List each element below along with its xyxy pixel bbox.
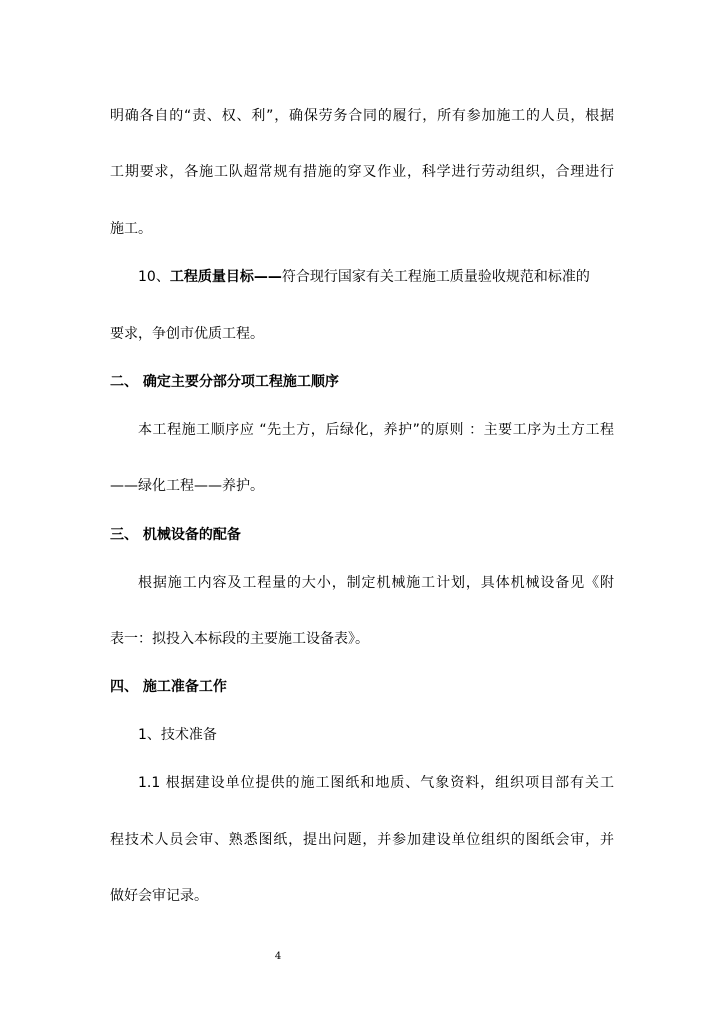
quality-goal-text: 符合现行国家有关工程施工质量验收规范和标准的 [281, 269, 590, 285]
paragraph-line: 要求，争创市优质工程。 [110, 326, 264, 342]
quality-goal-number: 10、 [138, 269, 170, 285]
paragraph-line: ——绿化工程——养护。 [110, 478, 264, 494]
paragraph-line: 1.1 根据建设单位提供的施工图纸和地质、气象资料，组织项目部有关工 [138, 775, 614, 791]
paragraph-line: 本工程施工顺序应 “先土方，后绿化，养护”的原则 ：主要工序为土方工程 [138, 422, 614, 438]
subsection-heading: 1、技术准备 [138, 727, 217, 743]
paragraph-line: 工期要求，各施工队超常规有措施的穿叉作业，科学进行劳动组织，合理进行 [110, 164, 614, 180]
section-heading-3: 三、 机械设备的配备 [110, 527, 241, 543]
paragraph-line: 表一：拟投入本标段的主要施工设备表》。 [110, 631, 369, 647]
quality-goal-line [138, 267, 614, 287]
quality-goal-title: 工程质量目标—— [169, 269, 282, 285]
paragraph-line: 施工。 [110, 221, 152, 237]
paragraph-line: 程技术人员会审、熟悉图纸，提出问题，并参加建设单位组织的图纸会审，并 [110, 832, 614, 848]
paragraph-line: 根据施工内容及工程量的大小，制定机械施工计划，具体机械设备见《附 [138, 575, 614, 591]
paragraph-line: 明确各自的“责、权、利”，确保劳务合同的履行，所有参加施工的人员，根据 [110, 108, 614, 124]
page-number: 4 [274, 951, 282, 962]
section-heading-2: 二、 确定主要分部分项工程施工顺序 [110, 374, 339, 390]
paragraph-line: 做好会审记录。 [110, 888, 208, 904]
section-heading-4: 四、 施工准备工作 [110, 679, 227, 695]
